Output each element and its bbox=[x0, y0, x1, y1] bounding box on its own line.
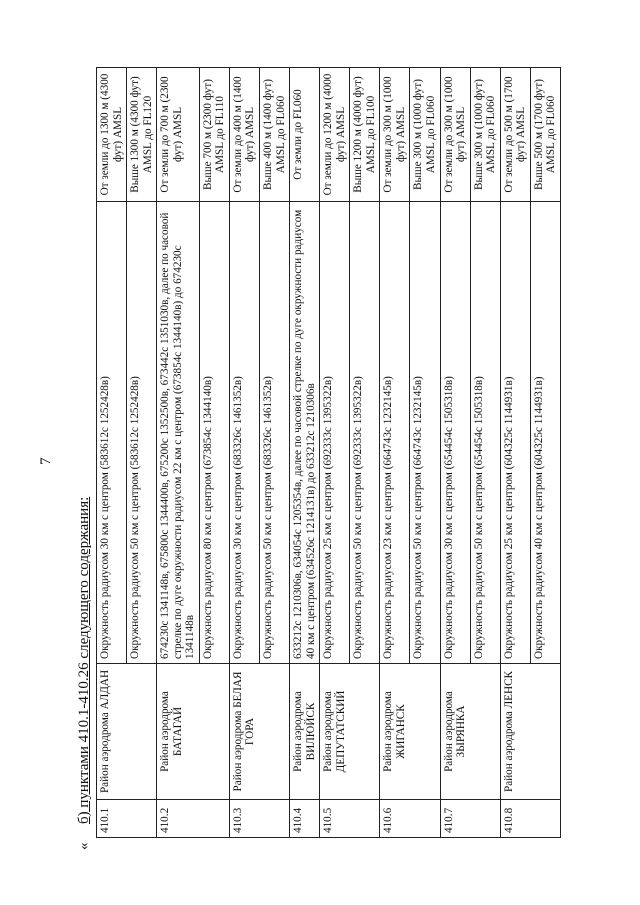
item-number: 410.7 bbox=[440, 800, 500, 838]
boundary-description: Окружность радиусом 40 км с центром (604325с 1144931в) bbox=[530, 202, 560, 664]
vertical-limits: От земли до 500 м (1700 фут) AMSL bbox=[500, 68, 530, 202]
rotated-document-page bbox=[10, 2, 630, 902]
airspace-table bbox=[96, 67, 561, 838]
vertical-limits: От земли до 300 м (1000 фут) AMSL bbox=[440, 68, 470, 202]
vertical-limits: От земли до 300 м (1000 фут) AMSL bbox=[380, 68, 410, 202]
boundary-description: Окружность радиусом 30 км с центром (654454с 1505318в) bbox=[440, 202, 470, 664]
boundary-description: Окружность радиусом 80 км с центром (673854с 1344140в) bbox=[199, 202, 229, 664]
table-row bbox=[290, 68, 320, 838]
vertical-limits: Выше 400 м (1400 фут) AMSL до FL060 bbox=[260, 68, 290, 202]
table-row bbox=[157, 68, 200, 838]
vertical-limits: Выше 300 м (1000 фут) AMSL до FL060 bbox=[410, 68, 440, 202]
boundary-description: Окружность радиусом 50 км с центром (683326с 1461352в) bbox=[260, 202, 290, 664]
vertical-limits: Выше 300 м (1000 фут) AMSL до FL060 bbox=[470, 68, 500, 202]
item-number: 410.2 bbox=[157, 800, 230, 838]
aerodrome-name: Район аэродрома БЕЛАЯ ГОРА bbox=[229, 664, 289, 800]
vertical-limits: Выше 1200 м (4000 фут) AMSL до FL100 bbox=[350, 68, 380, 202]
boundary-description: Окружность радиусом 30 км с центром (683326с 1461352в) bbox=[229, 202, 259, 664]
table-row bbox=[440, 68, 470, 838]
aerodrome-name: Район аэродрома АЛДАН bbox=[97, 664, 157, 800]
opening-quote: « bbox=[76, 842, 92, 850]
boundary-description: Окружность радиусом 23 км с центром (664743с 1232145в) bbox=[380, 202, 410, 664]
table-row bbox=[500, 68, 530, 838]
boundary-description: Окружность радиусом 50 км с центром (664743с 1232145в) bbox=[410, 202, 440, 664]
page-number: 7 bbox=[38, 457, 54, 465]
item-number: 410.1 bbox=[97, 800, 157, 838]
boundary-description: 674230с 1341148в, 675800с 1344400в, 675200с 1352500в, 673442с 1351030в, далее по часовой стрелке по дуге окружности радиусом 22 км с центром (673854с 1344140в) до 674230с 1341148в bbox=[157, 202, 200, 664]
table-row bbox=[97, 68, 127, 838]
aerodrome-name: Район аэродрома ВИЛЮЙСК bbox=[290, 664, 320, 800]
aerodrome-name: Район аэродрома ДЕПУТАТСКИЙ bbox=[320, 664, 380, 800]
heading-text: б) пунктами 410.1-410.26 следующего содержания: bbox=[76, 496, 92, 824]
vertical-limits: Выше 700 м (2300 фут) AMSL до FL110 bbox=[199, 68, 229, 202]
boundary-description: 633212с 1210306в, 634054с 1205354в, далее по часовой стрелке по дуге окружности радиусом 40 км с центром (634526с 1214131в) до 633212с 1210306в bbox=[290, 202, 320, 664]
boundary-description: Окружность радиусом 50 км с центром (654454с 1505318в) bbox=[470, 202, 500, 664]
vertical-limits: От земли до 400 м (1400 фут) AMSL bbox=[229, 68, 259, 202]
boundary-description: Окружность радиусом 30 км с центром (583612с 1252428в) bbox=[97, 202, 127, 664]
vertical-limits: От земли до 1300 м (4300 фут) AMSL bbox=[97, 68, 127, 202]
aerodrome-name: Район аэродрома ЛЕНСК bbox=[500, 664, 560, 800]
boundary-description: Окружность радиусом 25 км с центром (604325с 1144931в) bbox=[500, 202, 530, 664]
vertical-limits: От земли до 700 м (2300 фут) AMSL bbox=[157, 68, 200, 202]
item-number: 410.5 bbox=[320, 800, 380, 838]
aerodrome-name: Район аэродрома ЗЫРЯНКА bbox=[440, 664, 500, 800]
boundary-description: Окружность радиусом 50 км с центром (583612с 1252428в) bbox=[127, 202, 157, 664]
table-row bbox=[380, 68, 410, 838]
vertical-limits: Выше 1300 м (4300 фут) AMSL до FL120 bbox=[127, 68, 157, 202]
boundary-description: Окружность радиусом 25 км с центром (692333с 1395322в) bbox=[320, 202, 350, 664]
section-heading bbox=[76, 496, 93, 850]
item-number: 410.4 bbox=[290, 800, 320, 838]
vertical-limits: От земли до FL060 bbox=[290, 68, 320, 202]
item-number: 410.8 bbox=[500, 800, 560, 838]
item-number: 410.6 bbox=[380, 800, 440, 838]
table-row bbox=[229, 68, 259, 838]
vertical-limits: Выше 500 м (1700 фут) AMSL до FL060 bbox=[530, 68, 560, 202]
aerodrome-name: Район аэродрома ЖИГАНСК bbox=[380, 664, 440, 800]
boundary-description: Окружность радиусом 50 км с центром (692333с 1395322в) bbox=[350, 202, 380, 664]
table-row bbox=[320, 68, 350, 838]
aerodrome-name: Район аэродрома БАТАГАЙ bbox=[157, 664, 230, 800]
item-number: 410.3 bbox=[229, 800, 289, 838]
vertical-limits: От земли до 1200 м (4000 фут) AMSL bbox=[320, 68, 350, 202]
